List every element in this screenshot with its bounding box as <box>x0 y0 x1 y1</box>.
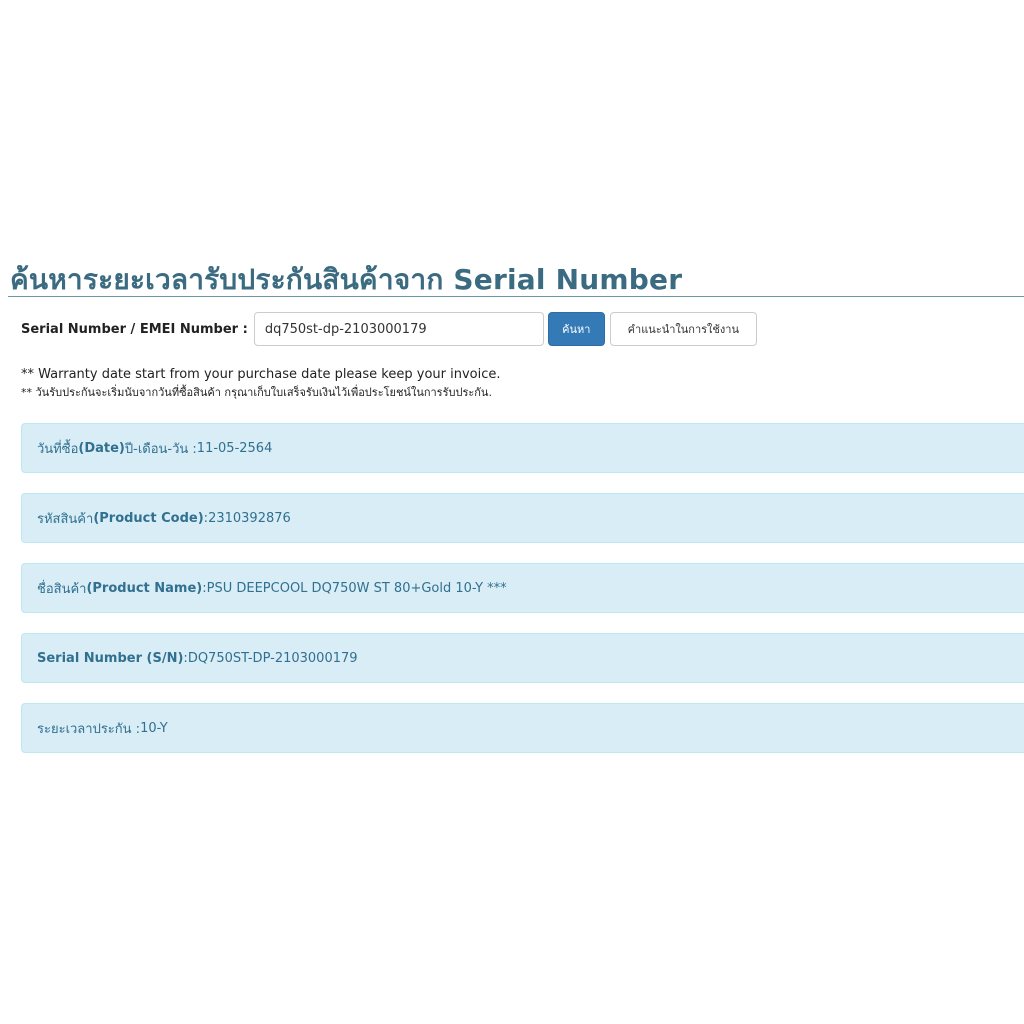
product-name-panel <box>21 563 1024 613</box>
warranty-note-thai: ** วันรับประกันจะเริ่มนับจากวันที่ซื้อสินค้า กรุณาเก็บใบเสร็จรับเงินไว้เพื่อประโยชน์ในการรับประกัน. <box>21 386 492 399</box>
serial-number-label-suffix: : <box>183 650 188 666</box>
purchase-date-value: 11-05-2564 <box>196 440 273 456</box>
product-name-label-suffix: : <box>202 580 207 596</box>
purchase-date-label-prefix: วันที่ซื้อ <box>37 441 79 457</box>
product-name-label-prefix: ชื่อสินค้า <box>37 581 87 597</box>
product-code-label-suffix: : <box>203 510 209 526</box>
warranty-period-panel <box>21 703 1024 753</box>
search-button[interactable]: ค้นหา <box>548 312 605 346</box>
serial-number-value: DQ750ST-DP-2103000179 <box>187 650 358 666</box>
product-code-label-prefix: รหัสสินค้า <box>37 511 94 527</box>
warranty-period-label: ระยะเวลาประกัน : <box>37 721 141 737</box>
product-name-label-bold: (Product Name) <box>86 580 203 596</box>
serial-number-panel <box>21 633 1024 683</box>
purchase-date-panel <box>21 423 1024 473</box>
usage-guide-button[interactable]: คำแนะนำในการใช้งาน <box>610 312 757 346</box>
purchase-date-label-bold: (Date) <box>78 440 125 456</box>
serial-number-result-label: Serial Number (S/N) <box>37 650 184 666</box>
page-title: ค้นหาระยะเวลารับประกันสินค้าจาก Serial Number <box>10 263 683 296</box>
serial-number-input[interactable] <box>254 312 544 346</box>
product-code-panel <box>21 493 1024 543</box>
serial-number-label: Serial Number / EMEI Number : <box>21 321 248 337</box>
product-code-label-bold: (Product Code) <box>93 510 204 526</box>
warranty-period-value: 10-Y <box>140 720 168 736</box>
warranty-notes <box>21 366 501 401</box>
warranty-note-english: ** Warranty date start from your purchase date please keep your invoice. <box>21 367 501 382</box>
purchase-date-label-suffix: ปี-เดือน-วัน : <box>124 441 197 457</box>
search-form <box>21 312 757 346</box>
product-code-value: 2310392876 <box>208 510 291 526</box>
title-divider <box>8 296 1024 297</box>
product-name-value: PSU DEEPCOOL DQ750W ST 80+Gold 10-Y *** <box>206 580 507 596</box>
